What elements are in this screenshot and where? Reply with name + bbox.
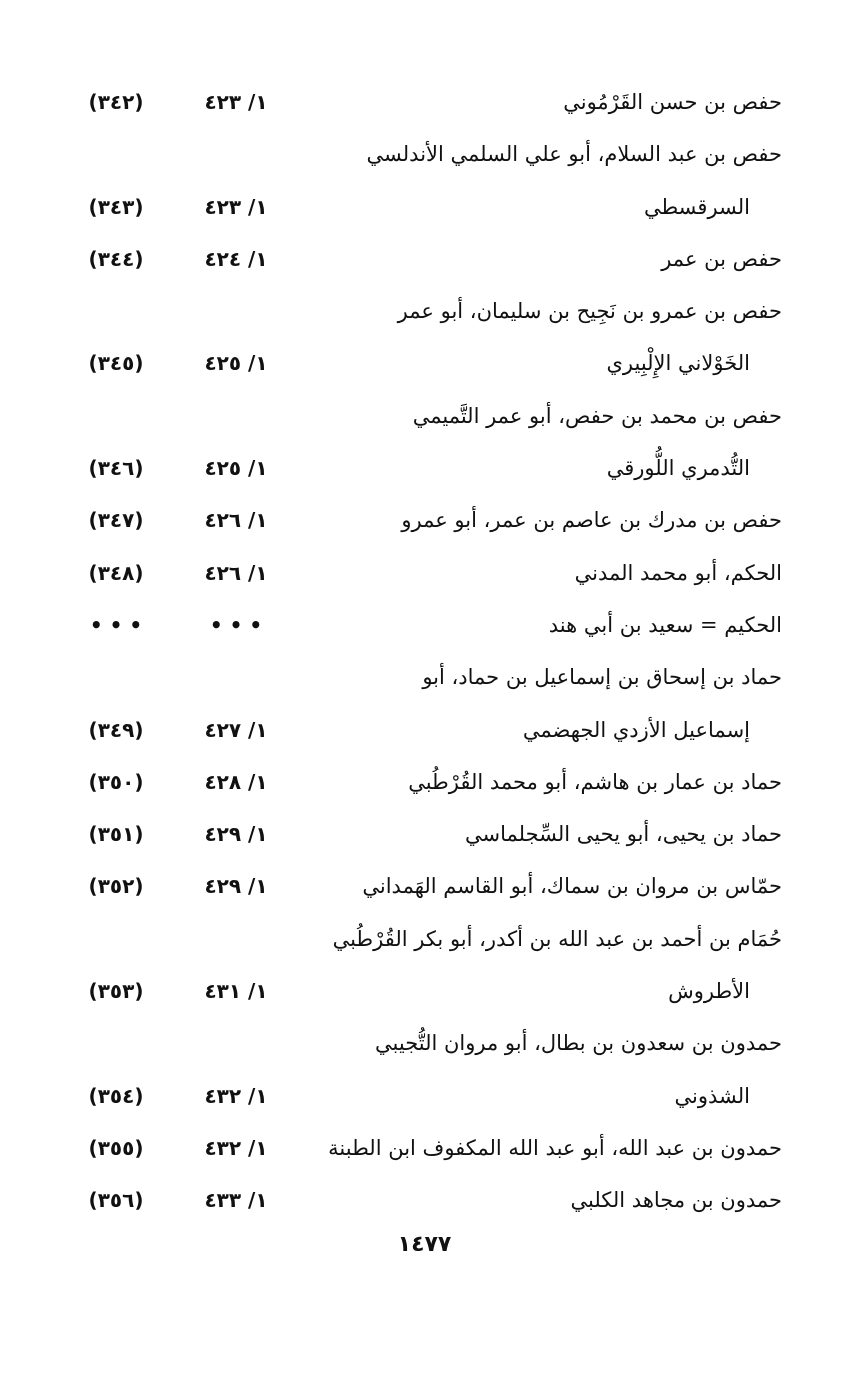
entry-number: (٣٥٠) bbox=[88, 769, 144, 794]
entry-line bbox=[70, 599, 782, 651]
volume-page-reference: ١/ ٤٢٩ bbox=[204, 822, 268, 847]
entry-line bbox=[70, 442, 782, 494]
volume-page-reference: ١/ ٤٢٣ bbox=[204, 194, 268, 219]
index-entry bbox=[70, 547, 782, 599]
entry-name: حماد بن عمار بن هاشم، أبو محمد القُرْطُبي bbox=[408, 769, 782, 794]
volume-page-reference: ١/ ٤٢٦ bbox=[204, 560, 268, 585]
entry-number: (٣٤٧) bbox=[88, 508, 144, 533]
entry-name: حمّاس بن مروان بن سماك، أبو القاسم الهَمداني bbox=[362, 874, 782, 899]
index-entry bbox=[70, 233, 782, 285]
entry-line bbox=[70, 390, 782, 442]
entry-line bbox=[70, 76, 782, 128]
entry-name: حماد بن يحيى، أبو يحيى السِّجلماسي bbox=[465, 822, 782, 847]
entry-name: حفص بن عمر bbox=[661, 246, 782, 271]
volume-page-reference: ١/ ٤٢٥ bbox=[204, 456, 268, 481]
volume-page-reference: ١/ ٤٢٤ bbox=[204, 246, 268, 271]
volume-page-reference: ١/ ٤٣١ bbox=[204, 979, 268, 1004]
entry-number: (٣٤٢) bbox=[88, 90, 144, 114]
entry-name: الحكم، أبو محمد المدني bbox=[574, 560, 782, 585]
entry-name: حفص بن حسن القَرْمُوني bbox=[563, 90, 782, 114]
index-entry bbox=[70, 76, 782, 128]
entry-line bbox=[70, 337, 782, 389]
entry-line bbox=[70, 1122, 782, 1174]
entry-name-continuation: الأطروش bbox=[668, 979, 750, 1004]
entry-number: (٣٥٥) bbox=[88, 1135, 144, 1160]
entry-number: • • • bbox=[89, 612, 143, 637]
volume-page-reference: ١/ ٤٢٩ bbox=[204, 874, 268, 899]
entry-number: (٣٥١) bbox=[88, 822, 144, 847]
entry-line bbox=[70, 965, 782, 1017]
index-entry bbox=[70, 860, 782, 912]
index-list bbox=[70, 76, 782, 1227]
entry-name: الحكيم = سعيد بن أبي هند bbox=[548, 612, 782, 637]
volume-page-reference: ١/ ٤٢٥ bbox=[204, 351, 268, 376]
entry-name-continuation: السرقسطي bbox=[643, 194, 750, 219]
volume-page-reference: • • • bbox=[209, 612, 263, 637]
entry-name: حمدون بن سعدون بن بطال، أبو مروان التُّجيبي bbox=[375, 1031, 782, 1056]
index-entry bbox=[70, 651, 782, 756]
entry-number: (٣٤٩) bbox=[88, 717, 144, 742]
index-entry bbox=[70, 285, 782, 390]
volume-page-reference: ١/ ٤٢٦ bbox=[204, 508, 268, 533]
entry-number: (٣٥٢) bbox=[88, 874, 144, 899]
volume-page-reference: ١/ ٤٣٢ bbox=[204, 1135, 268, 1160]
entry-name: حفص بن مدرك بن عاصم بن عمر، أبو عمرو bbox=[401, 508, 782, 533]
entry-line bbox=[70, 756, 782, 808]
entry-line bbox=[70, 285, 782, 337]
entry-line bbox=[70, 494, 782, 546]
volume-page-reference: ١/ ٤٣٣ bbox=[204, 1188, 268, 1213]
entry-line bbox=[70, 860, 782, 912]
entry-line bbox=[70, 547, 782, 599]
entry-name: حفص بن عبد السلام، أبو علي السلمي الأندلسي bbox=[366, 142, 782, 167]
entry-line bbox=[70, 181, 782, 233]
volume-page-reference: ١/ ٤٢٧ bbox=[204, 717, 268, 742]
entry-name: حمدون بن عبد الله، أبو عبد الله المكفوف ابن الطبنة bbox=[328, 1135, 782, 1160]
entry-line bbox=[70, 1174, 782, 1226]
volume-page-reference: ١/ ٤٢٣ bbox=[204, 90, 268, 114]
entry-name: حفص بن محمد بن حفص، أبو عمر التَّميمي bbox=[412, 403, 782, 428]
entry-line bbox=[70, 913, 782, 965]
entry-name: حفص بن عمرو بن نَجِيح بن سليمان، أبو عمر bbox=[397, 299, 782, 324]
index-entry bbox=[70, 1017, 782, 1122]
index-entry bbox=[70, 599, 782, 651]
entry-number: (٣٤٣) bbox=[88, 194, 144, 219]
volume-page-reference: ١/ ٤٣٢ bbox=[204, 1083, 268, 1108]
entry-number: (٣٥٤) bbox=[88, 1083, 144, 1108]
entry-line bbox=[70, 128, 782, 180]
entry-number: (٣٥٣) bbox=[88, 979, 144, 1004]
entry-line bbox=[70, 704, 782, 756]
page-number: ١٤٧٧ bbox=[397, 1232, 452, 1257]
entry-number: (٣٤٤) bbox=[88, 246, 144, 271]
index-entry bbox=[70, 808, 782, 860]
index-entry bbox=[70, 1174, 782, 1226]
entry-number: (٣٤٦) bbox=[88, 456, 144, 481]
entry-name: حماد بن إسحاق بن إسماعيل بن حماد، أبو bbox=[422, 665, 782, 690]
entry-name: حُمَام بن أحمد بن عبد الله بن أكدر، أبو بكر القُرْطُبي bbox=[332, 926, 782, 951]
index-entry bbox=[70, 390, 782, 495]
entry-number: (٣٤٨) bbox=[88, 560, 144, 585]
entry-line bbox=[70, 651, 782, 703]
entry-line bbox=[70, 1070, 782, 1122]
entry-line bbox=[70, 1017, 782, 1069]
entry-number: (٣٤٥) bbox=[88, 351, 144, 376]
volume-page-reference: ١/ ٤٢٨ bbox=[204, 769, 268, 794]
index-entry bbox=[70, 128, 782, 233]
index-entry bbox=[70, 756, 782, 808]
entry-number: (٣٥٦) bbox=[88, 1188, 144, 1213]
index-entry bbox=[70, 1122, 782, 1174]
entry-name-continuation: الشذوني bbox=[674, 1083, 750, 1108]
entry-name: حمدون بن مجاهد الكلبي bbox=[570, 1188, 782, 1213]
index-entry bbox=[70, 494, 782, 546]
entry-name-continuation: الخَوْلاني الإِلْبِيري bbox=[606, 351, 750, 376]
entry-name-continuation: التُّدمري اللُّورقي bbox=[606, 456, 750, 481]
entry-line bbox=[70, 233, 782, 285]
entry-line bbox=[70, 808, 782, 860]
entry-name-continuation: إسماعيل الأزدي الجهضمي bbox=[522, 717, 750, 742]
index-entry bbox=[70, 913, 782, 1018]
